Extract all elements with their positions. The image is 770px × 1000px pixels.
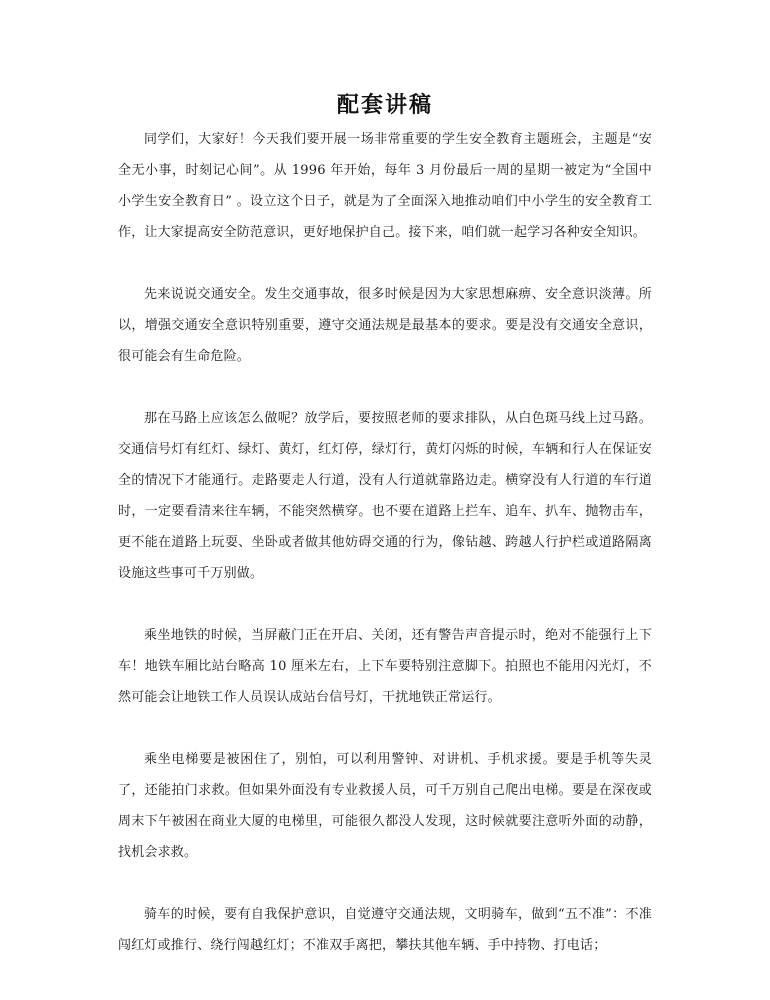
- document-body: [118, 124, 652, 992]
- paragraph-intro: 同学们，大家好！今天我们要开展一场非常重要的学生安全教育主题班会，主题是“安全无小事，时刻记心间”。从 1996 年开始，每年 3 月份最后一周的星期一被定为“全国中小学生安全教育日” 。设立这个日子，就是为了全面深入地推动咱们中小学生的安全教育工作，让大家提高安全防范意识，更好地保护自己。接下来，咱们就一起学习各种安全知识。: [118, 132, 652, 240]
- paragraph-traffic-safety: 先来说说交通安全。发生交通事故，很多时候是因为大家思想麻痹、安全意识淡薄。所以，增强交通安全意识特别重要，遵守交通法规是最基本的要求。要是没有交通安全意识，很可能会有生命危险。: [118, 287, 652, 364]
- page-title: 配套讲稿: [336, 93, 433, 118]
- paragraph-cycling: 骑车的时候，要有自我保护意识，自觉遵守交通法规，文明骑车，做到“五不准”：不准闯红灯或推行、绕行闯越红灯；不准双手离把，攀扶其他车辆、手中持物、打电话；: [118, 907, 652, 953]
- paragraph-elevator: 乘坐电梯要是被困住了，别怕，可以利用警钟、对讲机、手机求援。要是手机等失灵了，还能拍门求救。但如果外面没有专业救援人员，可千万别自己爬出电梯。要是在深夜或周末下午被困在商业大厦的电梯里，可能很久都没人发现，这时候就要注意听外面的动静，找机会求救。: [118, 752, 652, 860]
- paragraph-subway: 乘坐地铁的时候，当屏蔽门正在开启、关闭，还有警告声音提示时，绝对不能强行上下车！地铁车厢比站台略高 10 厘米左右，上下车要特别注意脚下。拍照也不能用闪光灯，不然可能会让地铁工作人员误认成站台信号灯，干扰地铁正常运行。: [118, 628, 652, 705]
- paragraph-road-rules: 那在马路上应该怎么做呢？放学后，要按照老师的要求排队，从白色斑马线上过马路。交通信号灯有红灯、绿灯、黄灯，红灯停，绿灯行，黄灯闪烁的时候，车辆和行人在保证安全的情况下才能通行。走路要走人行道，没有人行道就靠路边走。横穿没有人行道的车行道时，一定要看清来往车辆，不能突然横穿。也不要在道路上拦车、追车、扒车、抛物击车，更不能在道路上玩耍、坐卧或者做其他妨碍交通的行为，像钻越、跨越人行护栏或道路隔离设施这些事可千万别做。: [118, 411, 652, 581]
